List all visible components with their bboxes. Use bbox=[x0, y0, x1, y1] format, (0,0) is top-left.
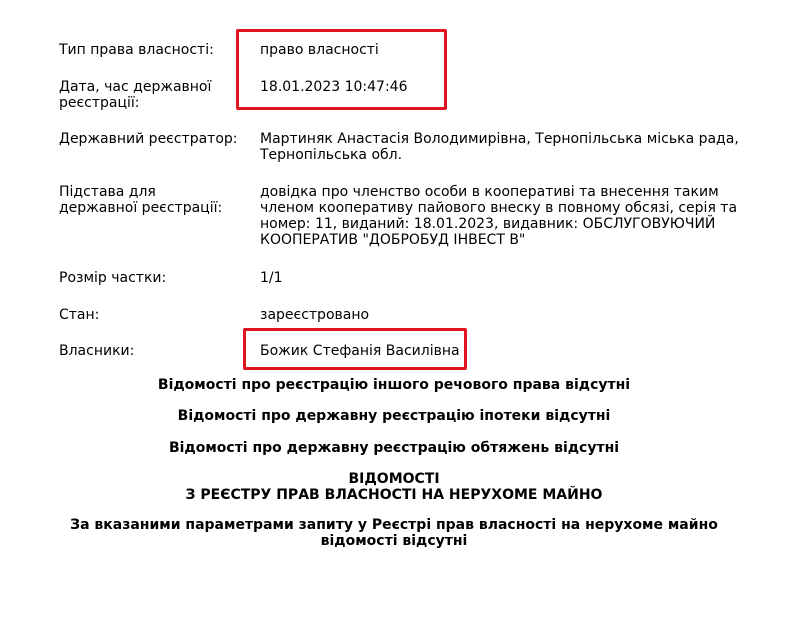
registry-absent-notice: За вказаними параметрами запиту у Реєстрі прав власності на нерухоме майно відомості відсутні bbox=[70, 517, 718, 549]
status-label: Стан: bbox=[59, 307, 100, 323]
other-rights-notice: Відомості про реєстрацію іншого речового права відсутні bbox=[157, 377, 631, 393]
registration-date-label: Дата, час державної реєстрації: bbox=[59, 79, 212, 111]
status-value: зареєстровано bbox=[260, 307, 370, 323]
registration-date-value: 18.01.2023 10:47:46 bbox=[260, 79, 408, 95]
registrar-label: Державний реєстратор: bbox=[59, 131, 238, 147]
share-size-label: Розмір частки: bbox=[59, 270, 167, 286]
mortgage-notice: Відомості про державну реєстрацію іпотеки відсутні bbox=[177, 408, 611, 424]
owners-value: Божик Стефанія Василівна bbox=[260, 343, 460, 359]
basis-value: довідка про членство особи в кооперативі та внесення таким членом кооперативу пайового внеску в повному обсязі, серія та номер: 11, виданий: 18.01.2023, видавник: ОБСЛУГОВУЮЧИЙ КООПЕРАТИВ "ДОБРОБУД ІНВЕСТ В" bbox=[260, 184, 738, 248]
owners-label: Власники: bbox=[59, 343, 135, 359]
registrar-value: Мартиняк Анастасія Володимирівна, Тернопільська міська рада, Тернопільська обл. bbox=[260, 131, 739, 163]
ownership-type-value: право власності bbox=[260, 42, 379, 58]
basis-label: Підстава для державної реєстрації: bbox=[59, 184, 223, 216]
encumbrances-notice: Відомості про державну реєстрацію обтяжень відсутні bbox=[168, 440, 620, 456]
share-size-value: 1/1 bbox=[260, 270, 283, 286]
registry-heading: ВІДОМОСТІ З РЕЄСТРУ ПРАВ ВЛАСНОСТІ НА НЕРУХОМЕ МАЙНО bbox=[185, 471, 603, 503]
ownership-type-label: Тип права власності: bbox=[59, 42, 214, 58]
